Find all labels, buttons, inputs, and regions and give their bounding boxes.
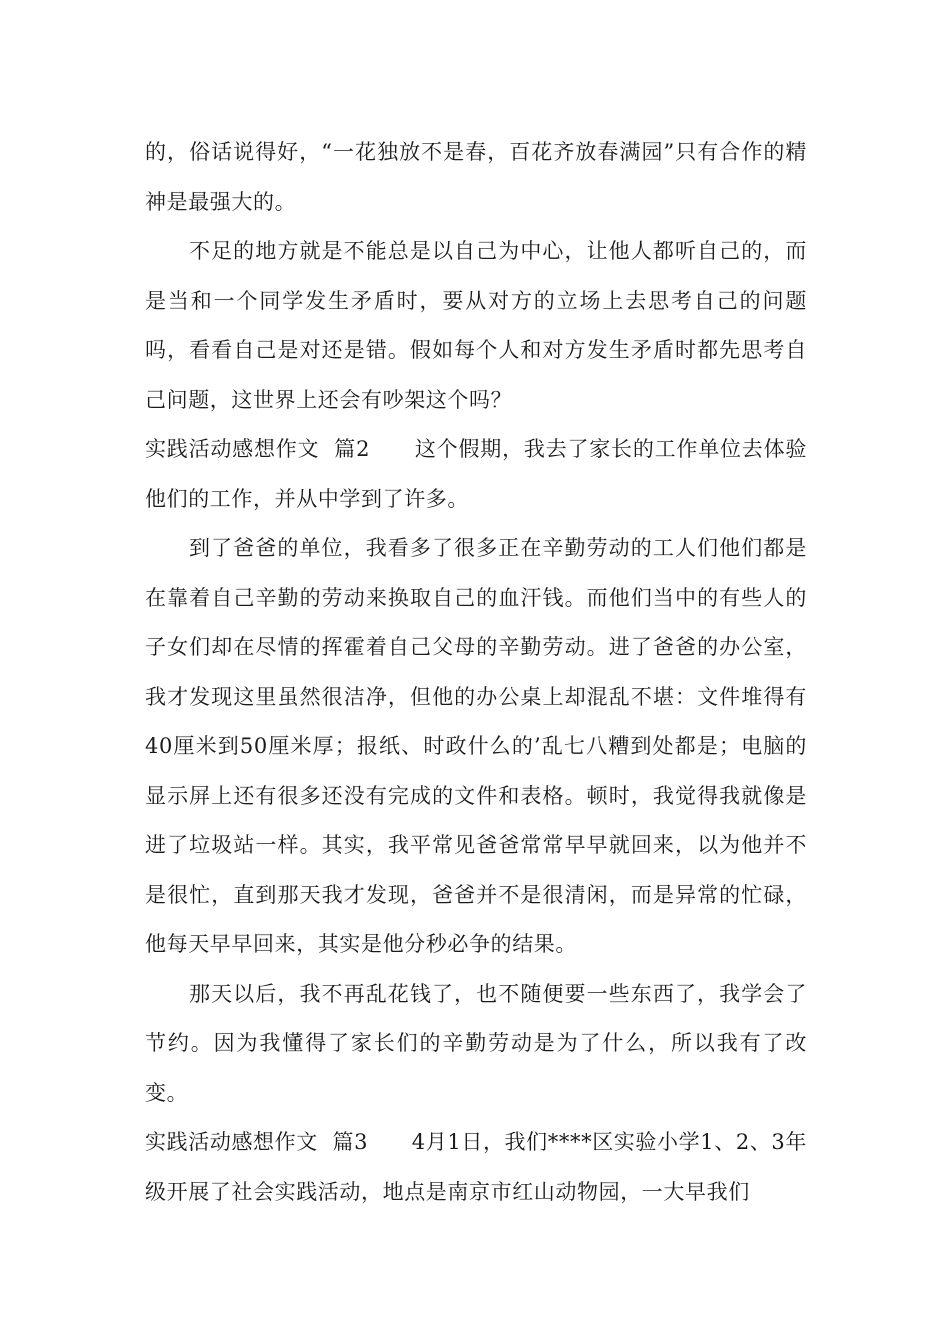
document-body: [145, 128, 807, 1217]
paragraph-text: 4月1日，我们****区实验小学1、2、3年级开展了社会实践活动，地点是南京市红山动物园，一大早我们: [145, 1130, 807, 1204]
paragraph-1: [145, 128, 807, 227]
paragraph-text: 这个假期，我去了家长的工作单位去体验他们的工作，并从中学到了许多。: [145, 437, 807, 511]
paragraph-6: [145, 1118, 807, 1217]
paragraph-text: 的，俗话说得好，“一花独放不是春，百花齐放春满园”只有合作的精神是最强大的。: [145, 140, 807, 214]
heading-gap: [370, 437, 415, 461]
essay-heading-3: 实践活动感想作文 篇3: [145, 1130, 369, 1154]
paragraph-3: [145, 425, 807, 524]
paragraph-text: 到了爸爸的单位，我看多了很多正在辛勤劳动的工人们他们都是在靠着自己辛勤的劳动来换取自己的血汗钱。而他们当中的有些人的子女们却在尽情的挥霍着自己父母的辛勤劳动。进了爸爸的办公室，我才发现这里虽然很洁净，但他的办公桌上却混乱不堪：文件堆得有40厘米到50厘米厚；报纸、时政什么的’乱七八糟到处都是；电脑的显示屏上还有很多还没有完成的文件和表格。顿时，我觉得我就像是进了垃圾站一样。其实，我平常见爸爸常常早早就回来，以为他并不是很忙，直到那天我才发现，爸爸并不是很清闲，而是异常的忙碌，他每天早早回来，其实是他分秒必争的结果。: [145, 536, 807, 956]
paragraph-2: [145, 227, 807, 425]
heading-gap: [368, 1130, 412, 1154]
paragraph-text: 那天以后，我不再乱花钱了，也不随便要一些东西了，我学会了节约。因为我懂得了家长们的辛勤劳动是为了什么，所以我有了改变。: [145, 981, 807, 1105]
paragraph-5: [145, 970, 807, 1119]
paragraph-4: [145, 524, 807, 970]
paragraph-text: 不足的地方就是不能总是以自己为中心，让他人都听自己的，而是当和一个同学发生矛盾时，要从对方的立场上去思考自己的问题吗，看看自己是对还是错。假如每个人和对方发生矛盾时都先思考自己问题，这世界上还会有吵架这个吗？: [145, 239, 807, 412]
essay-heading-2: 实践活动感想作文 篇2: [145, 437, 371, 461]
